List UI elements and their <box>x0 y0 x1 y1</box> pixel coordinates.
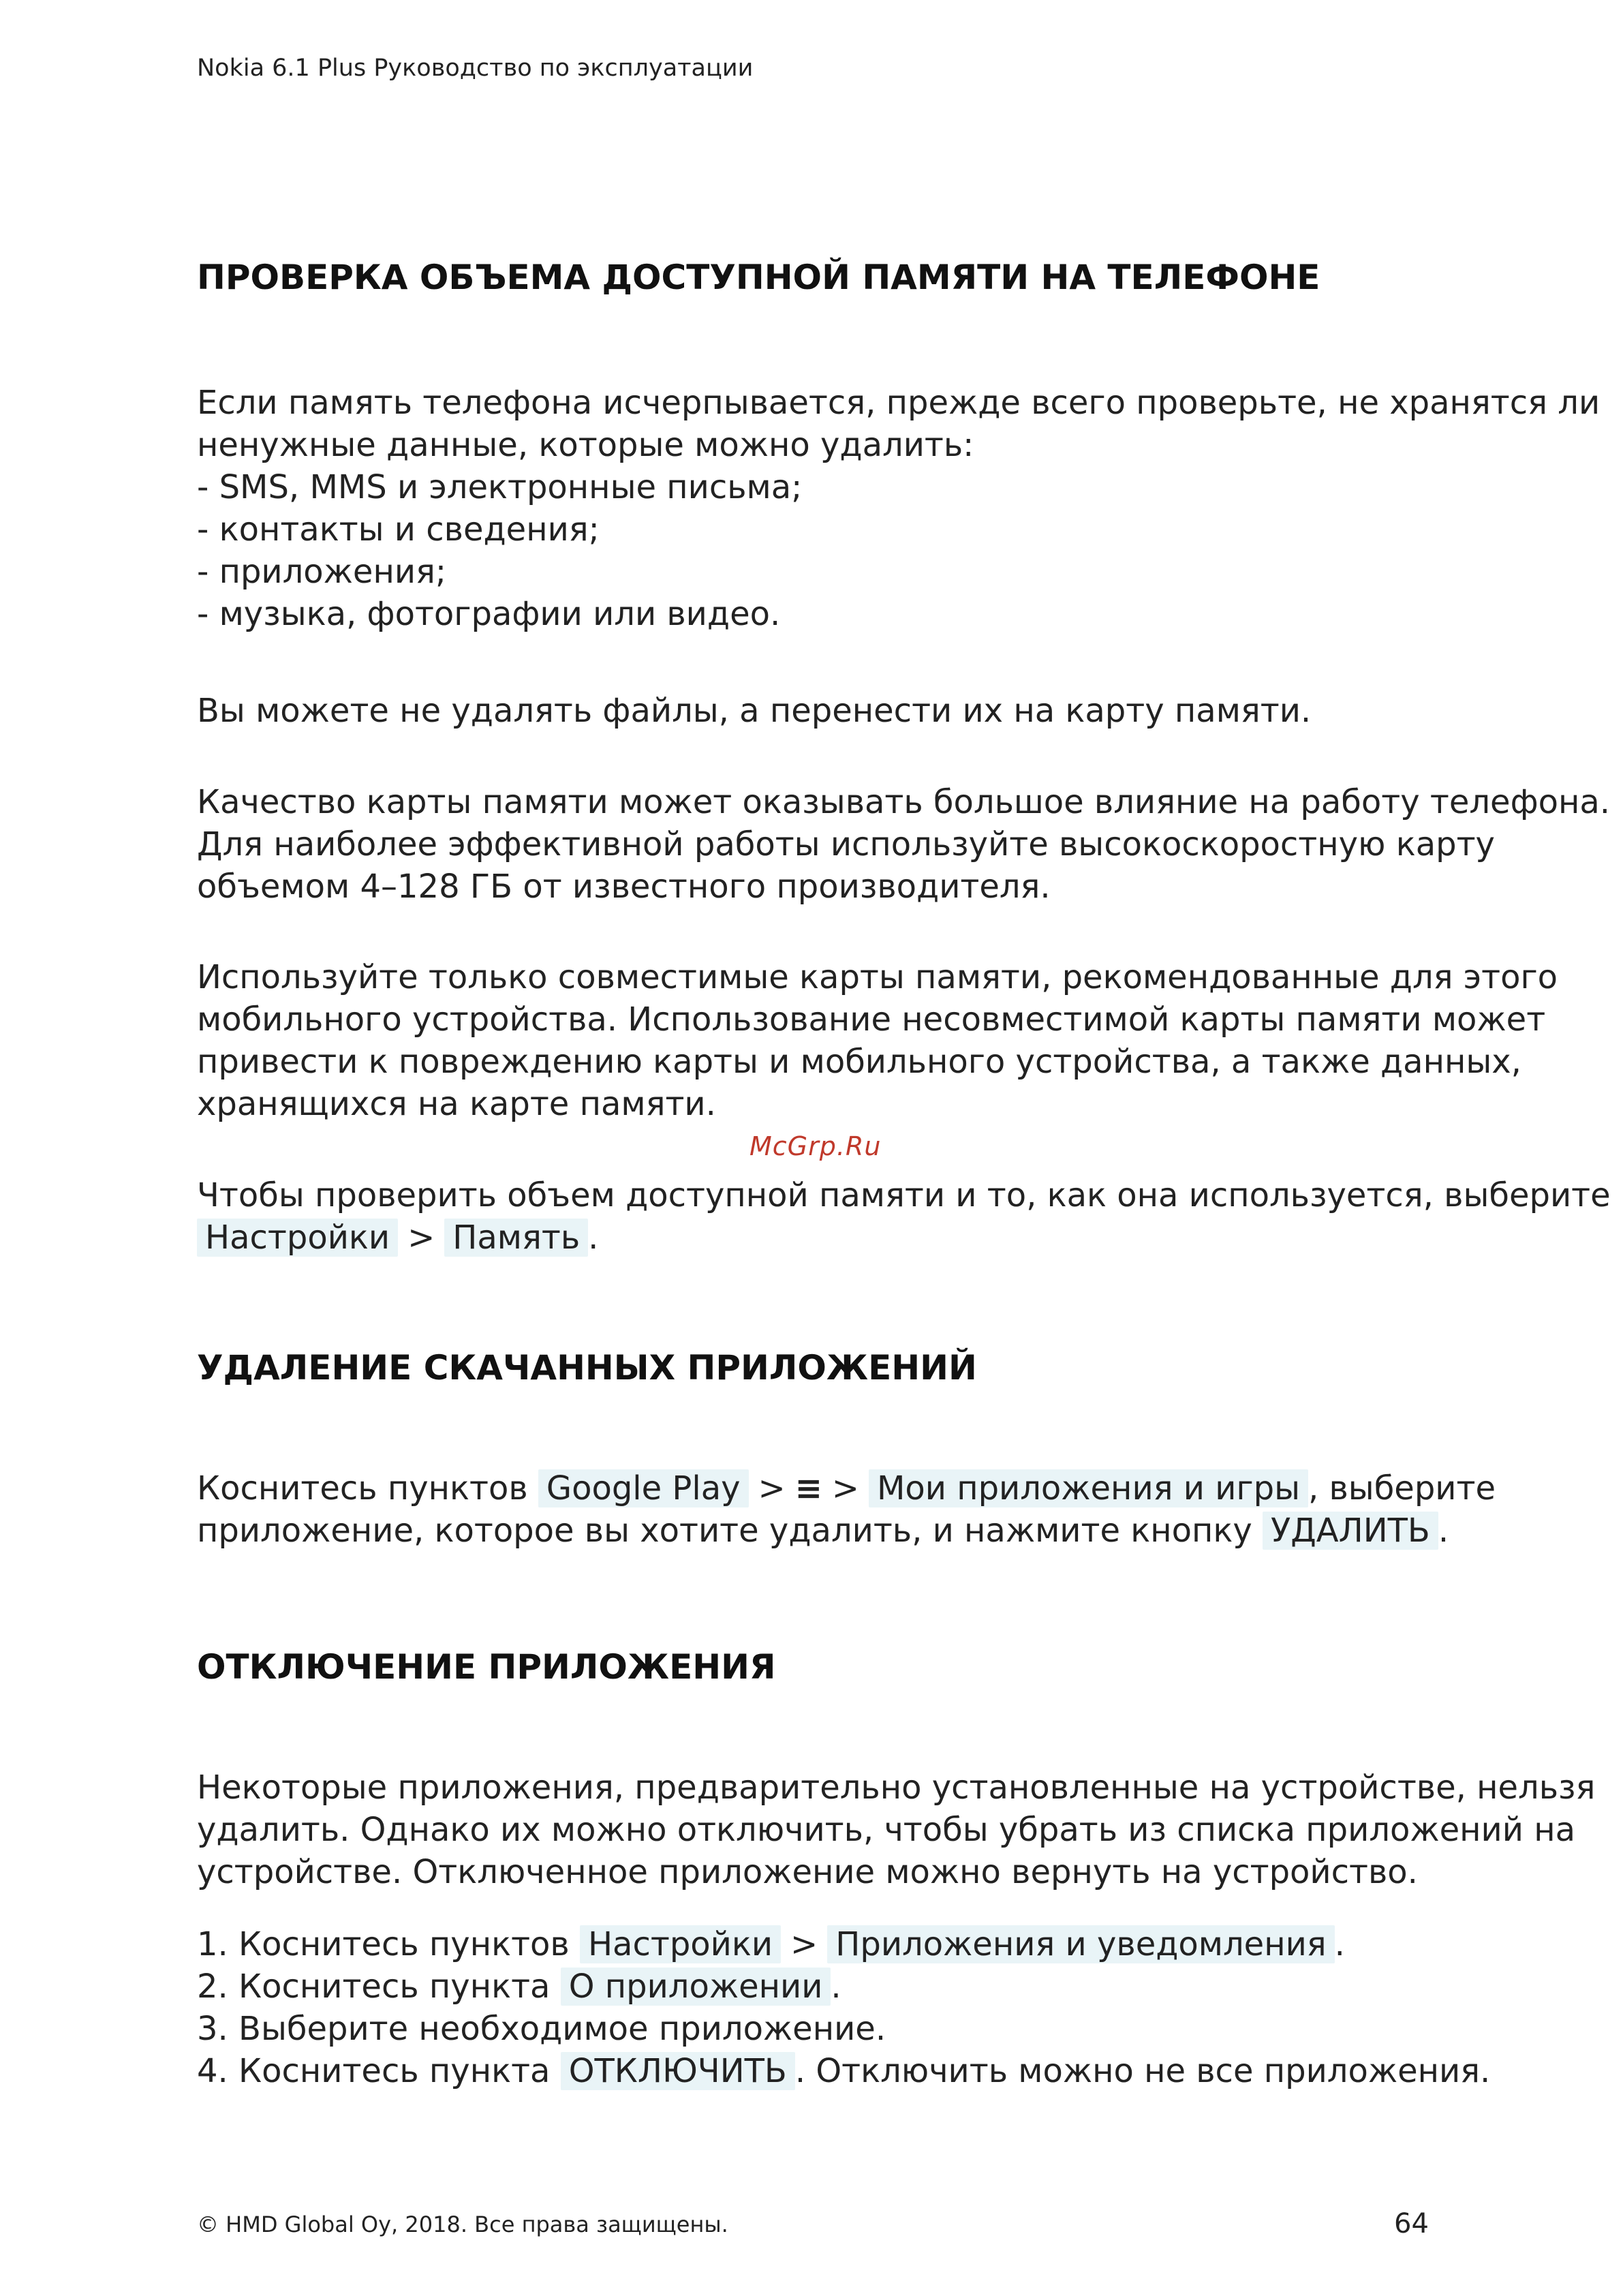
card-quality-paragraph <box>197 781 1610 908</box>
list-item <box>197 1965 1490 2008</box>
text-fragment: Коснитесь пунктов <box>197 1469 528 1507</box>
text-line: Если память телефона исчерпывается, прежде всего проверьте, не хранятся ли <box>197 384 1601 422</box>
path-separator: > <box>790 1925 818 1963</box>
text-line: ненужные данные, которые можно удалить: <box>197 426 974 464</box>
menu-icon: ≡ <box>794 1469 822 1507</box>
sentence-end: . <box>831 1968 841 2006</box>
list-item <box>197 2050 1490 2092</box>
text-fragment: . Отключить можно не все приложения. <box>794 2052 1491 2090</box>
footer-copyright: © HMD Global Oy, 2018. Все права защищены. <box>197 2211 728 2237</box>
my-apps-ui-label: Мои приложения и игры <box>869 1469 1308 1507</box>
text-line <box>197 1467 1496 1510</box>
document-header: Nokia 6.1 Plus Руководство по эксплуатации <box>197 55 754 82</box>
section-heading-delete-apps: УДАЛЕНИЕ СКАЧАННЫХ ПРИЛОЖЕНИЙ <box>197 1348 977 1388</box>
section-heading-memory-check: ПРОВЕРКА ОБЪЕМА ДОСТУПНОЙ ПАМЯТИ НА ТЕЛЕФОНЕ <box>197 258 1320 297</box>
text-fragment: 4. Коснитесь пункта <box>197 2052 551 2090</box>
list-item: - контакты и сведения; <box>197 510 600 549</box>
text-fragment: 1. Коснитесь пунктов <box>197 1925 570 1963</box>
watermark: McGrp.Ru <box>749 1131 882 1161</box>
list-item: - SMS, MMS и электронные письма; <box>197 468 803 506</box>
path-separator: > <box>407 1219 435 1257</box>
path-separator: > <box>758 1469 786 1507</box>
text-line: удалить. Однако их можно отключить, чтобы убрать из списка приложений на <box>197 1811 1575 1849</box>
text-fragment: приложение, которое вы хотите удалить, и нажмите кнопку <box>197 1512 1252 1550</box>
section-heading-disable-app: ОТКЛЮЧЕНИЕ ПРИЛОЖЕНИЯ <box>197 1647 776 1687</box>
delete-apps-paragraph <box>197 1467 1496 1552</box>
sentence-end: . <box>588 1219 599 1257</box>
list-item: - приложения; <box>197 553 447 591</box>
page-number: 64 <box>1394 2208 1429 2239</box>
text-fragment: 2. Коснитесь пункта <box>197 1968 551 2006</box>
apps-notifications-ui-label: Приложения и уведомления <box>827 1925 1334 1963</box>
text-line: Качество карты памяти может оказывать большое влияние на работу телефона. <box>197 783 1611 821</box>
google-play-ui-label: Google Play <box>538 1469 749 1507</box>
disable-ui-label: ОТКЛЮЧИТЬ <box>561 2052 795 2090</box>
text-line: хранящихся на карте памяти. <box>197 1085 716 1123</box>
settings-ui-label: Настройки <box>197 1219 398 1257</box>
sentence-end: . <box>1438 1512 1449 1550</box>
list-item: 3. Выберите необходимое приложение. <box>197 2010 886 2048</box>
text-fragment: , выберите <box>1308 1469 1496 1507</box>
text-line: объемом 4–128 ГБ от известного производителя. <box>197 868 1051 906</box>
memory-ui-label: Память <box>444 1219 588 1257</box>
text-line: Некоторые приложения, предварительно установленные на устройстве, нельзя <box>197 1769 1596 1807</box>
move-files-paragraph: Вы можете не удалять файлы, а перенести их на карту памяти. <box>197 692 1312 730</box>
sentence-end: . <box>1334 1925 1345 1963</box>
text-line: привести к повреждению карты и мобильного устройства, а также данных, <box>197 1043 1521 1081</box>
check-memory-paragraph <box>197 1174 1611 1259</box>
compatible-cards-paragraph <box>197 956 1558 1125</box>
text-line: устройстве. Отключенное приложение можно вернуть на устройство. <box>197 1853 1418 1891</box>
text-line <box>197 1216 1611 1259</box>
text-line: Используйте только совместимые карты памяти, рекомендованные для этого <box>197 958 1558 996</box>
text-line <box>197 1510 1496 1552</box>
list-item: - музыка, фотографии или видео. <box>197 595 781 633</box>
memory-intro-paragraph <box>197 382 1600 635</box>
path-separator: > <box>831 1469 859 1507</box>
list-item <box>197 1923 1490 1965</box>
about-app-ui-label: О приложении <box>561 1968 831 2006</box>
disable-app-steps <box>197 1923 1490 2092</box>
disable-app-intro-paragraph <box>197 1766 1595 1893</box>
text-line: Для наиболее эффективной работы используйте высокоскоростную карту <box>197 825 1495 863</box>
delete-ui-label: УДАЛИТЬ <box>1263 1512 1438 1550</box>
settings-ui-label: Настройки <box>580 1925 781 1963</box>
text-line: Чтобы проверить объем доступной памяти и то, как она используется, выберите <box>197 1176 1611 1214</box>
text-line: мобильного устройства. Использование несовместимой карты памяти может <box>197 1000 1546 1039</box>
